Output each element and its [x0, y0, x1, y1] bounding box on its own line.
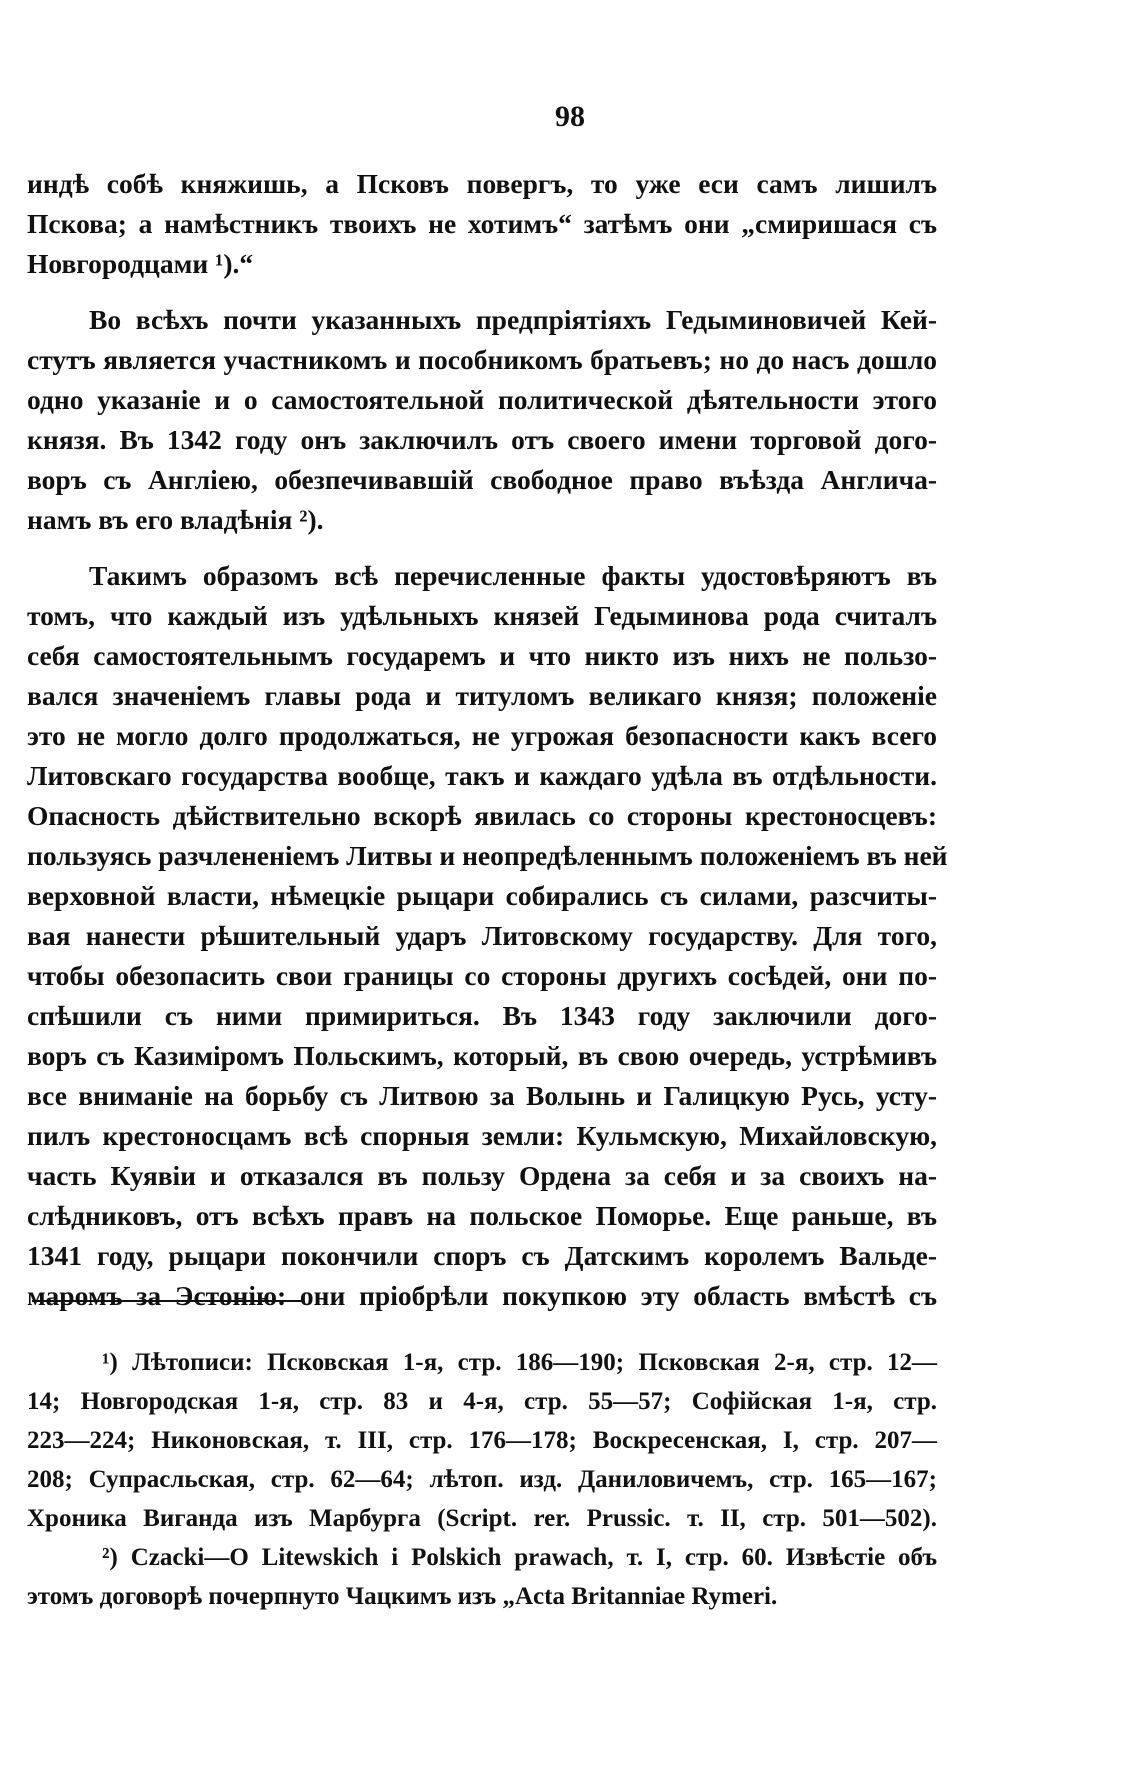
footnote-divider — [32, 1300, 302, 1302]
text-line: себя самостоятельнымъ государемъ и что никто изъ нихъ не пользо- — [27, 640, 937, 671]
text-line: одно указаніе и о самостоятельной политической дѣятельности этого — [27, 384, 937, 415]
text-line: часть Куявіи и отказался въ пользу Ордена за себя и за своихъ на- — [27, 1160, 937, 1191]
text-line: стутъ является участникомъ и пособникомъ братьевъ; но до насъ дошло — [27, 344, 937, 375]
text-line: верховной власти, нѣмецкіе рыцари собирались съ силами, разсчиты- — [27, 880, 937, 911]
text-line: Пскова; а намѣстникъ твоихъ не хотимъ“ затѣмъ они „смиришася съ — [27, 208, 937, 239]
footnote-line: этомъ договорѣ почерпнуто Чацкимъ изъ „Acta Britanniae Rymeri. — [27, 1583, 778, 1610]
footnote-line: 14; Новгородская 1-я, стр. 83 и 4-я, стр. 55—57; Софійская 1-я, стр. — [27, 1388, 937, 1415]
text-line: все вниманіе на борьбу съ Литвою за Волынь и Галицкую Русь, усту- — [27, 1080, 937, 1111]
text-line: Новгородцами ¹).“ — [27, 248, 254, 279]
paragraph — [27, 300, 937, 540]
text-line: 1341 году, рыцари покончили споръ съ Датскимъ королемъ Вальде- — [27, 1240, 937, 1271]
text-line: Литовскаго государства вообще, такъ и каждаго удѣла въ отдѣльности. — [27, 760, 937, 791]
text-line: чтобы обезопасить свои границы со стороны другихъ сосѣдей, они по- — [27, 960, 937, 991]
footnote-line: 208; Супрасльская, стр. 62—64; лѣтоп. изд. Даниловичемъ, стр. 165—167; — [27, 1466, 937, 1493]
footnote-1 — [27, 1343, 937, 1538]
text-line: вался значеніемъ главы рода и титуломъ великаго князя; положеніе — [27, 680, 937, 711]
footnote-mark: ²) — [102, 1544, 118, 1571]
text-line: намъ въ его владѣнія ²). — [27, 504, 324, 535]
footnote-mark: ¹) — [102, 1349, 118, 1376]
text-line: слѣдниковъ, отъ всѣхъ правъ на польское Поморье. Еще раньше, въ — [27, 1200, 937, 1231]
footnote-text: Лѣтописи: Псковская 1-я, стр. 186—190; Псковская 2-я, стр. 12— — [132, 1349, 937, 1376]
text-line: Такимъ образомъ всѣ перечисленные факты удостовѣряютъ въ — [89, 560, 937, 591]
text-line: индѣ собѣ княжишь, а Псковъ повергъ, то уже еси самъ лишилъ — [27, 168, 937, 199]
text-line: воръ съ Казиміромъ Польскимъ, который, въ свою очередь, устрѣмивъ — [27, 1040, 937, 1071]
text-line: Во всѣхъ почти указанныхъ предпріятіяхъ Гедыминовичей Кей- — [89, 304, 937, 335]
text-line: Опасность дѣйствительно вскорѣ явилась со стороны крестоносцевъ: — [27, 800, 937, 831]
footnote-text: Czacki—O Litewskich i Polskich prawach, т. I, стр. 60. Извѣстіе объ — [130, 1544, 938, 1571]
footnote-line — [27, 1538, 937, 1577]
text-line: пилъ крестоносцамъ всѣ спорныя земли: Кульмскую, Михайловскую, — [27, 1120, 937, 1151]
page-number: 98 — [555, 100, 585, 133]
text-line: спѣшили съ ними примириться. Въ 1343 году заключили дого- — [27, 1000, 937, 1031]
text-line: маромъ за Эстонію: они пріобрѣли покупкою эту область вмѣстѣ съ — [27, 1280, 937, 1311]
footnote-line: Хроника Виганда изъ Марбурга (Script. rer. Prussic. т. II, стр. 501—502). — [27, 1505, 937, 1532]
text-line: томъ, что каждый изъ удѣльныхъ князей Гедыминова рода считалъ — [27, 600, 937, 631]
paragraph — [27, 164, 937, 284]
footnote-2 — [27, 1538, 937, 1616]
text-line: это не могло долго продолжаться, не угрожая безопасности какъ всего — [27, 720, 937, 751]
text-line: вая нанести рѣшительный ударъ Литовскому государству. Для того, — [27, 920, 937, 951]
text-line: воръ съ Англіею, обезпечивавшій свободное право въѣзда Англича- — [27, 464, 937, 495]
text-line: князя. Въ 1342 году онъ заключилъ отъ своего имени торговой дого- — [27, 424, 937, 455]
footnote-line: 223—224; Никоновская, т. III, стр. 176—178; Воскресенская, I, стр. 207— — [27, 1427, 937, 1454]
footnotes — [27, 1343, 937, 1616]
main-text — [27, 164, 948, 1316]
paragraph — [27, 556, 948, 1316]
text-line: пользуясь разчлененіемъ Литвы и неопредѣленнымъ положеніемъ въ ней — [27, 840, 948, 871]
footnote-line — [27, 1343, 937, 1382]
